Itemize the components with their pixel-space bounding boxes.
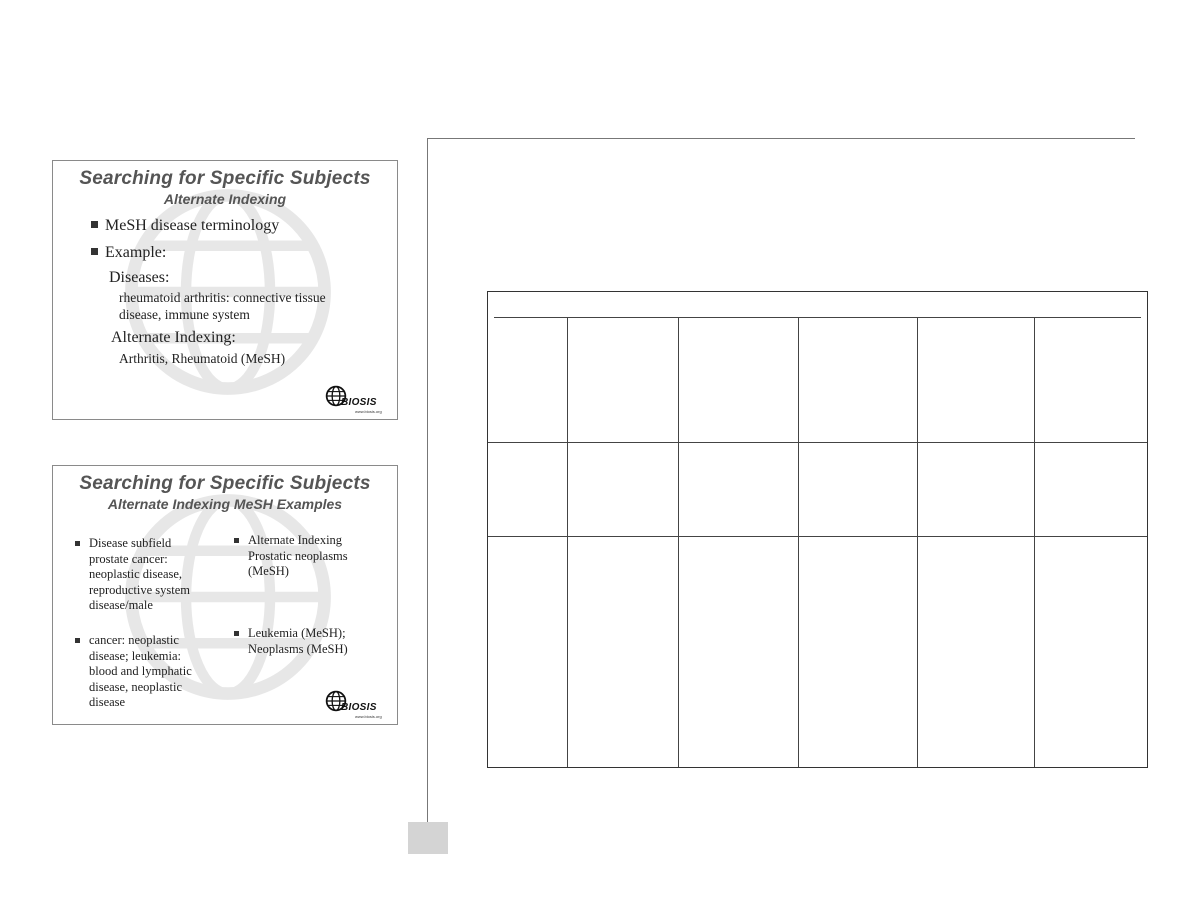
square-bullet-icon (75, 638, 80, 643)
notes-horizontal-rule (427, 138, 1135, 139)
biosis-logo-text: BIOSIS (341, 702, 377, 713)
notes-table (487, 291, 1148, 768)
diseases-text (119, 289, 389, 323)
text-line: Prostatic neoplasms (248, 548, 348, 563)
table-column-divider (917, 318, 918, 767)
page-number-box (408, 822, 448, 854)
bullet-item (91, 217, 279, 235)
bullet-item (89, 633, 192, 711)
bullet-item (89, 536, 190, 614)
text-line: disease, neoplastic (89, 679, 183, 694)
bullet-item (248, 626, 348, 657)
square-bullet-icon (234, 631, 239, 636)
text-line: Neoplasms (MeSH) (248, 641, 348, 656)
text-line: neoplastic disease, (89, 567, 183, 581)
square-bullet-icon (91, 248, 98, 255)
slide-thumbnail-2 (52, 465, 398, 725)
text-line: reproductive system (89, 582, 191, 597)
bullet-text: MeSH disease terminology (105, 217, 280, 234)
slide-thumbnail-1 (52, 160, 398, 420)
alternate-indexing-heading: Alternate Indexing: (111, 329, 236, 346)
slide-subtitle: Alternate Indexing MeSH Examples (107, 496, 343, 512)
biosis-url: www.biosis.org (355, 714, 382, 719)
slide-title: Searching for Specific Subjects (79, 473, 371, 494)
table-column-divider (1034, 318, 1035, 767)
text-line: (MeSH) (248, 564, 289, 578)
alternate-indexing-text: Arthritis, Rheumatoid (MeSH) (119, 351, 286, 366)
notes-vertical-rule (427, 138, 428, 824)
square-bullet-icon (234, 538, 239, 543)
text-line: disease (89, 695, 126, 709)
table-column-divider (798, 318, 799, 767)
biosis-url: www.biosis.org (355, 409, 382, 414)
slide-title: Searching for Specific Subjects (79, 168, 371, 189)
table-column-divider (678, 318, 679, 767)
text-line: Disease subfield (89, 536, 172, 550)
text-line: Leukemia (MeSH); (248, 626, 346, 640)
biosis-logo-text: BIOSIS (341, 397, 377, 408)
table-row-divider (488, 536, 1147, 537)
square-bullet-icon (91, 221, 98, 228)
diseases-heading: Diseases: (109, 269, 170, 286)
bullet-text: Example: (105, 244, 167, 261)
text-line: rheumatoid arthritis: connective tissue (119, 290, 326, 305)
biosis-logo (325, 690, 389, 720)
bullet-item (91, 244, 166, 262)
square-bullet-icon (75, 541, 80, 546)
table-header-rule (494, 317, 1141, 318)
slide-subtitle: Alternate Indexing (163, 191, 287, 207)
table-column-divider (567, 318, 568, 767)
bullet-item (248, 533, 348, 580)
table-row-divider (488, 442, 1147, 443)
text-line: disease/male (89, 598, 153, 612)
text-line: prostate cancer: (89, 551, 168, 566)
text-line: blood and lymphatic (89, 664, 192, 678)
text-line: Alternate Indexing (248, 533, 343, 547)
text-line: cancer: neoplastic (89, 633, 179, 647)
biosis-logo (325, 385, 389, 415)
text-line: disease; leukemia: (89, 648, 181, 663)
text-line: disease, immune system (119, 307, 250, 322)
